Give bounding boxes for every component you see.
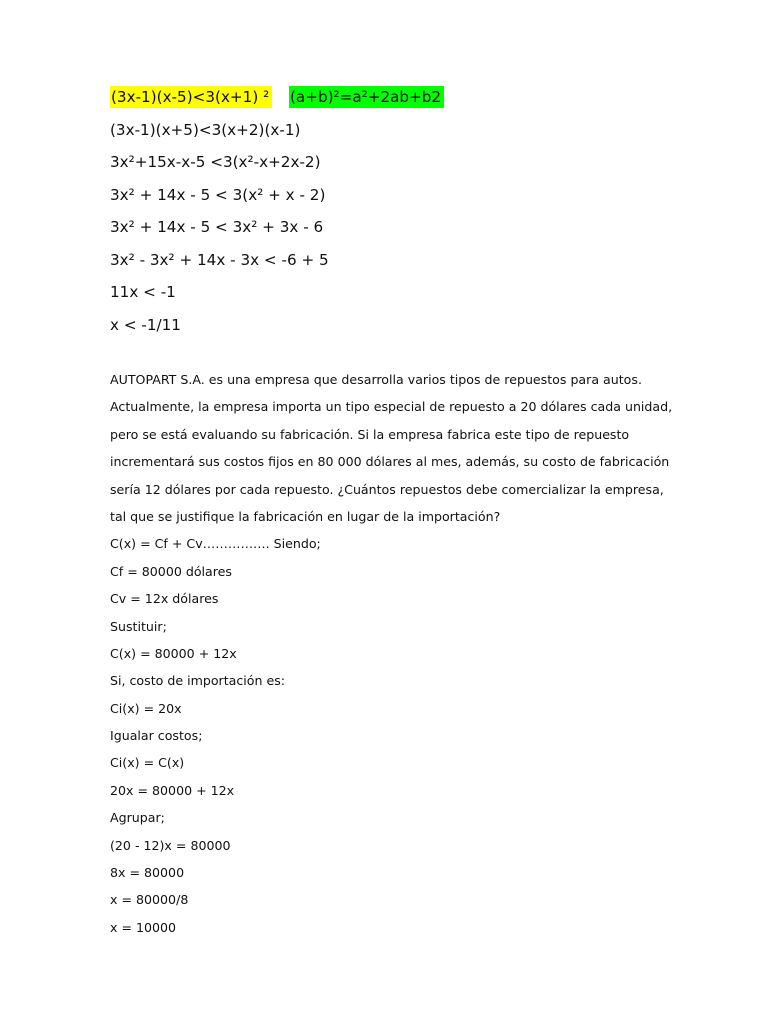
solution-step: (20 - 12)x = 80000	[110, 837, 231, 853]
solution-step: Cf = 80000 dólares	[110, 563, 232, 579]
solution-step: C(x) = Cf + Cv……………. Siendo;	[110, 536, 321, 552]
solution-step: C(x) = 80000 + 12x	[110, 645, 237, 661]
solution-step: 20x = 80000 + 12x	[110, 782, 235, 798]
math-step: 3x²+15x-x-5 <3(x²-x+2x-2)	[110, 153, 321, 171]
problem-line: sería 12 dólares por cada repuesto. ¿Cuántos repuestos debe comercializar la empresa,	[110, 481, 664, 497]
solution-step: x = 80000/8	[110, 892, 189, 908]
solution-step: Igualar costos;	[110, 728, 203, 744]
inequality-line	[110, 84, 444, 117]
math-step: 3x² - 3x² + 14x - 3x < -6 + 5	[110, 250, 329, 269]
solution-step: Cv = 12x dólares	[110, 591, 219, 607]
problem-line: pero se está evaluando su fabricación. Si la empresa fabrica este tipo de repuesto	[110, 426, 630, 442]
solution-step: Ci(x) = 20x	[110, 700, 182, 716]
solution-step: 8x = 80000	[110, 865, 185, 881]
math-step: 3x² + 14x - 5 < 3x² + 3x - 6	[110, 218, 324, 236]
inequality-solution	[110, 84, 444, 344]
math-step: 3x² + 14x - 5 < 3(x² + x - 2)	[110, 185, 326, 204]
math-step: 11x < -1	[110, 283, 176, 301]
math-step: (3x-1)(x+5)<3(x+2)(x-1)	[110, 120, 301, 139]
solution-step: Ci(x) = C(x)	[110, 755, 185, 771]
problem-line: AUTOPART S.A. es una empresa que desarrolla varios tipos de repuestos para autos.	[110, 372, 642, 387]
highlighted-inequality: (3x-1)(x-5)<3(x+1) ²	[110, 86, 272, 108]
word-problem	[110, 366, 673, 941]
solution-step: Sustituir;	[110, 618, 167, 634]
solution-result: x = 10000	[110, 919, 177, 935]
highlighted-identity: (a+b)²=a²+2ab+b2	[289, 86, 444, 108]
solution-step: Agrupar;	[110, 810, 165, 826]
math-result: x < -1/11	[110, 315, 181, 334]
problem-question: tal que se justifique la fabricación en lugar de la importación?	[110, 508, 501, 524]
solution-step: Si, costo de importación es:	[110, 673, 286, 689]
problem-line: Actualmente, la empresa importa un tipo especial de repuesto a 20 dólares cada unidad,	[110, 399, 673, 415]
problem-line: incrementará sus costos fijos en 80 000 dólares al mes, además, su costo de fabricación	[110, 454, 670, 470]
